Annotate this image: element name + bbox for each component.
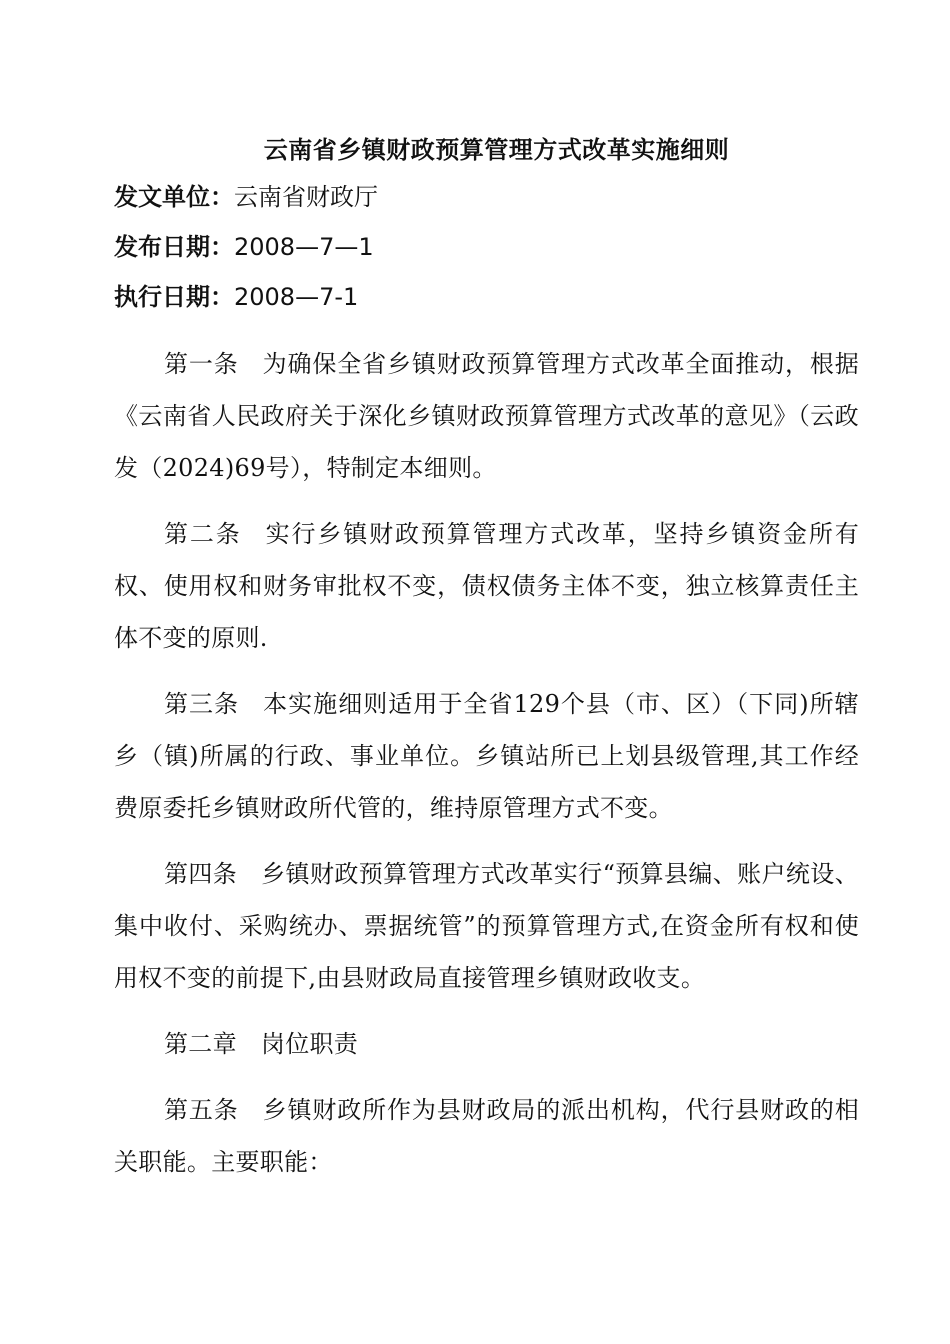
- spacer: [114, 322, 859, 338]
- meta-effective-date: [114, 272, 859, 322]
- article-4: [114, 848, 859, 1004]
- document-page: [114, 128, 859, 1188]
- meta-publish-date-label: 发布日期：: [114, 232, 234, 261]
- article-5-text: 乡镇财政所作为县财政局的派出机构，代行县财政的相关职能。主要职能：: [114, 1096, 859, 1176]
- meta-effective-date-value: 2008—7-1: [234, 283, 359, 311]
- document-title: 云南省乡镇财政预算管理方式改革实施细则: [263, 135, 730, 164]
- spacer: [114, 1004, 859, 1018]
- article-2-text: 实行乡镇财政预算管理方式改革，坚持乡镇资金所有权、使用权和财务审批权不变，债权债务主体不变，独立核算责任主体不变的原则.: [114, 520, 859, 652]
- article-4-number: 第四条: [164, 860, 238, 888]
- article-1-text: 为确保全省乡镇财政预算管理方式改革全面推动，根据《云南省人民政府关于深化乡镇财政预算管理方式改革的意见》（云政发（2024)69号），特制定本细则。: [114, 350, 859, 482]
- meta-issuer-value: 云南省财政厅: [234, 183, 378, 211]
- article-2-number: 第二条: [164, 520, 242, 548]
- article-3-text: 本实施细则适用于全省129个县（市、区）（下同)所辖乡（镇)所属的行政、事业单位。乡镇站所已上划县级管理,其工作经费原委托乡镇财政所代管的，维持原管理方式不变。: [114, 690, 859, 822]
- meta-issuer-label: 发文单位：: [114, 182, 234, 211]
- meta-publish-date-value: 2008—7—1: [234, 233, 374, 261]
- spacer: [114, 494, 859, 508]
- spacer: [114, 664, 859, 678]
- article-3-number: 第三条: [164, 690, 240, 718]
- meta-effective-date-label: 执行日期：: [114, 282, 234, 311]
- spacer: [114, 834, 859, 848]
- article-2: [114, 508, 859, 664]
- spacer: [114, 1070, 859, 1084]
- article-3: [114, 678, 859, 834]
- meta-issuer: [114, 172, 859, 222]
- chapter-2-heading: [114, 1018, 859, 1070]
- chapter-2-number: 第二章: [164, 1030, 237, 1058]
- article-4-text: 乡镇财政预算管理方式改革实行“预算县编、账户统设、集中收付、采购统办、票据统管”的预算管理方式,在资金所有权和使用权不变的前提下,由县财政局直接管理乡镇财政收支。: [114, 860, 859, 992]
- chapter-2-title: 岗位职责: [260, 1030, 359, 1058]
- article-1: [114, 338, 859, 494]
- article-5: [114, 1084, 859, 1188]
- meta-publish-date: [114, 222, 859, 272]
- article-1-number: 第一条: [164, 350, 239, 378]
- article-5-number: 第五条: [164, 1096, 239, 1124]
